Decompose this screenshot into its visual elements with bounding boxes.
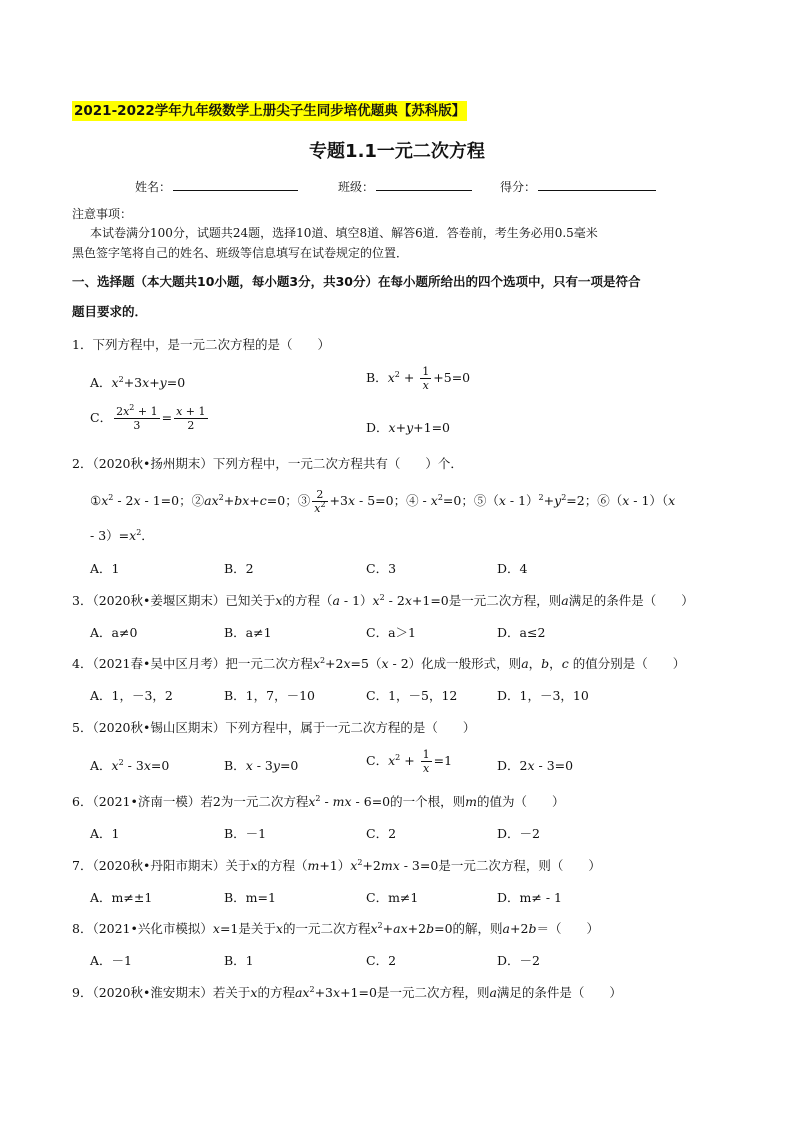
q4-option-c[interactable]: C．1，－5，12	[366, 688, 458, 703]
q1-option-d-letter: D．	[366, 420, 389, 435]
q6-stem-a: 6．（2021•济南一模）若2为一元二次方程	[72, 794, 309, 809]
q6-stem-b: 的一个根，则	[390, 794, 466, 809]
q3-stem-d: 满足的条件是（ ）	[568, 593, 694, 608]
q8-stem-b: 是关于	[238, 921, 276, 936]
q8-stem-e: ＝（ ）	[536, 921, 599, 936]
q6-option-c[interactable]: C．2	[366, 826, 397, 841]
q7-option-d[interactable]: D．m≠ - 1	[497, 890, 562, 905]
score-line[interactable]	[538, 178, 656, 191]
q7-option-b[interactable]: B．m=1	[224, 890, 276, 905]
q5-option-a-letter: A．	[90, 758, 112, 773]
question-7: 7．（2020秋•丹阳市期末）关于x的方程$(m+1)x^2+2mx - 3=0$是一元二次方程，则（ ）	[72, 858, 601, 873]
q5-option-a[interactable]: A．$x^2 - 3x=0$	[90, 758, 170, 773]
q1-option-b-tail: +5=0	[433, 370, 471, 385]
q1-option-b-letter: B．	[366, 370, 388, 385]
section-heading-cont: 题目要求的．	[72, 304, 148, 319]
q4-option-b[interactable]: B．1，7，－10	[224, 688, 315, 703]
q1-option-a[interactable]: A．$x^2+3x+y=0$	[90, 375, 186, 390]
q7-stem-a: 7．（2020秋•丹阳市期末）关于	[72, 858, 251, 873]
q4-stem-c: 的值分别是（ ）	[572, 656, 686, 671]
q5-option-c[interactable]: C．$x^2$ + $\frac{1}{x}$ =1	[366, 748, 453, 775]
q5-option-b-letter: B．	[224, 758, 246, 773]
question-5: 5．（2020秋•锡山区期末）下列方程中，属于一元二次方程的是（ ）	[72, 720, 476, 735]
q6-option-a[interactable]: A．1	[90, 826, 120, 841]
q2-option-a[interactable]: A．1	[90, 561, 120, 576]
page-title: 专题1.1一元二次方程	[309, 141, 485, 162]
question-9: 9．（2020秋•淮安期末）若关于x的方程$ax^2+3x+1=0$是一元二次方程，则a满足的条件是（ ）	[72, 985, 622, 1000]
q8-stem-c: 的一元二次方程	[282, 921, 371, 936]
question-3: 3．（2020秋•姜堰区期末）已知关于x的方程$(a - 1)x^2 - 2x+1=0$是一元二次方程，则a满足的条件是（ ）	[72, 593, 694, 608]
q7-stem-c: 是一元二次方程，则（ ）	[438, 858, 601, 873]
section-heading: 一、选择题（本大题共10小题，每小题3分，共30分）在每小题所给出的四个选项中，只有一项是符合	[72, 274, 641, 289]
q9-stem-d: 满足的条件是（ ）	[496, 985, 622, 1000]
score-field[interactable]	[500, 178, 656, 195]
q3-option-d[interactable]: D．a≤2	[497, 625, 546, 640]
q7-option-c[interactable]: C．m≠1	[366, 890, 419, 905]
q8-stem-d: 的解，则	[452, 921, 503, 936]
q6-option-d[interactable]: D．－2	[497, 826, 540, 841]
notes-heading: 注意事项：	[72, 207, 133, 221]
q2-equations-cont: - $3)=x^2$．	[90, 528, 154, 543]
q4-stem-a: 4．（2021春•吴中区月考）把一元二次方程	[72, 656, 313, 671]
q2-option-d[interactable]: D．4	[497, 561, 528, 576]
notes-line-2: 黑色签字笔将自己的姓名、班级等信息填写在试卷规定的位置．	[72, 246, 409, 260]
q4-option-d[interactable]: D．1，－3，10	[497, 688, 589, 703]
q8-option-c[interactable]: C．2	[366, 953, 397, 968]
q5-option-c-letter: C．	[366, 753, 389, 768]
class-line[interactable]	[376, 178, 472, 191]
q1-option-c[interactable]: C． $\frac{2x^2 + 1}{3}$ = $\frac{x + 1}{2}$	[90, 403, 206, 432]
q8-stem-a: 8．（2021•兴化市模拟）	[72, 921, 213, 936]
q3-stem-a: 3．（2020秋•姜堰区期末）已知关于	[72, 593, 276, 608]
name-field[interactable]	[135, 178, 298, 195]
q2-equations: $①x^2 - 2x - 1=0$；$②ax^2+bx+c=0$；③ $\frac{2}{x^2}$ +3x - 5=0；④ - $x^2=0$；⑤（x - $1)^2+y^2=2$；⑥（x - 1）（x	[90, 488, 676, 515]
q9-stem-c: 是一元二次方程，则	[376, 985, 490, 1000]
question-4: 4．（2021春•吴中区月考）把一元二次方程$x^2+2x=5(x - 2)$化成一般形式，则a，b，c 的值分别是（ ）	[72, 656, 686, 671]
q4-stem-b: 化成一般形式，则	[421, 656, 522, 671]
q3-option-b[interactable]: B．a≠1	[224, 625, 272, 640]
q3-option-c[interactable]: C．a＞1	[366, 625, 416, 640]
q9-stem-a: 9．（2020秋•淮安期末）若关于	[72, 985, 251, 1000]
notes-line-1: 本试卷满分100分，试题共24题，选择10道、填空8道、解答6道．答卷前，考生务必用0.5毫米	[90, 226, 598, 240]
q5-option-d-letter: D．	[497, 758, 520, 773]
q7-option-a[interactable]: A．m≠±1	[90, 890, 153, 905]
class-label: 班级：	[338, 180, 375, 194]
score-label: 得分：	[500, 180, 537, 194]
q2-option-b[interactable]: B．2	[224, 561, 254, 576]
question-6: 6．（2021•济南一模）若2为一元二次方程$x^2$ - mx - 6=0的一个根，则m的值为（ ）	[72, 794, 565, 809]
q8-option-d[interactable]: D．－2	[497, 953, 540, 968]
q2-option-c[interactable]: C．3	[366, 561, 397, 576]
q5-option-c-tail: =1	[433, 753, 453, 768]
q1-option-c-letter: C．	[90, 410, 113, 425]
q8-option-a[interactable]: A．－1	[90, 953, 132, 968]
q9-stem-b: 的方程	[257, 985, 295, 1000]
q1-option-b[interactable]: B．$x^2$ + $\frac{1}{x}$ +5=0	[366, 365, 471, 392]
q5-option-b[interactable]: B．x - 3y=0	[224, 758, 299, 773]
class-field[interactable]	[338, 178, 472, 195]
q3-option-a[interactable]: A．a≠0	[90, 625, 138, 640]
question-8: 8．（2021•兴化市模拟）x=1是关于x的一元二次方程$x^2+ax+2b=0$的解，则a+2b＝（ ）	[72, 921, 599, 936]
name-line[interactable]	[173, 178, 298, 191]
q1-option-d[interactable]: D．x+y+1=0	[366, 420, 450, 435]
q3-stem-c: 是一元二次方程，则	[448, 593, 562, 608]
q7-stem-b: 的方程（	[257, 858, 308, 873]
q5-option-d[interactable]: D．2x - 3=0	[497, 758, 574, 773]
banner: 2021-2022学年九年级数学上册尖子生同步培优题典【苏科版】	[74, 103, 466, 119]
q3-stem-b: 的方程（	[282, 593, 333, 608]
q1-option-a-letter: A．	[90, 375, 112, 390]
question-2: 2．（2020秋•扬州期末）下列方程中，一元二次方程共有（ ）个．	[72, 456, 463, 471]
name-label: 姓名：	[135, 180, 172, 194]
question-1: 1．下列方程中，是一元二次方程的是（ ）	[72, 337, 330, 352]
q6-stem-c: 的值为（ ）	[477, 794, 565, 809]
q4-option-a[interactable]: A．1，－3，2	[90, 688, 173, 703]
q8-option-b[interactable]: B．1	[224, 953, 254, 968]
q6-option-b[interactable]: B．－1	[224, 826, 267, 841]
